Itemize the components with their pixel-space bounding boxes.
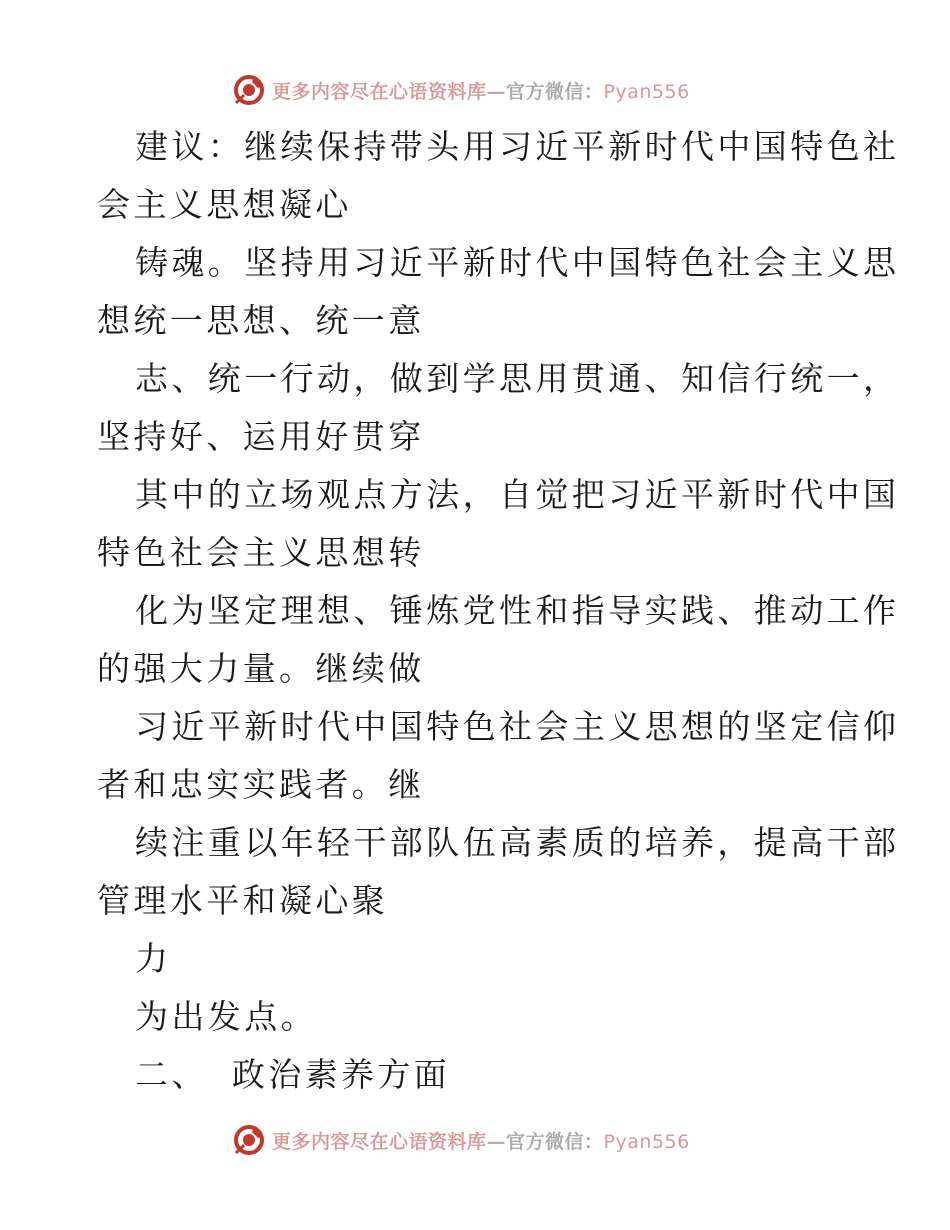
watermark-banner-bottom (232, 1122, 690, 1158)
paragraph-line: 志、统一行动，做到学思用贯通、知信行统一， (135, 359, 900, 398)
paragraph-line: 管理水平和凝心聚 (97, 881, 389, 920)
watermark-dash: — (486, 80, 507, 103)
paragraph-line: 会主义思想凝心 (97, 185, 352, 224)
paragraph-line: 特色社会主义思想转 (97, 533, 425, 572)
paragraph-line: 其中的立场观点方法，自觉把习近平新时代中国 (135, 475, 900, 514)
paragraph-line: 习近平新时代中国特色社会主义思想的坚定信仰 (135, 707, 900, 746)
section-title: 政治素养方面 (231, 1055, 451, 1094)
watermark-text (272, 1127, 690, 1154)
watermark-wechat-label: 官方微信： (506, 1130, 604, 1153)
watermark-text (272, 77, 690, 104)
paragraph-line: 力 (135, 939, 172, 978)
paragraph-line: 铸魂。坚持用习近平新时代中国特色社会主义思 (135, 243, 900, 282)
section-number: 二、 (135, 1055, 208, 1094)
paragraph-line: 者和忠实实践者。继 (97, 765, 425, 804)
watermark-dash: — (486, 1130, 507, 1153)
watermark-brand: 更多内容尽在心语资料库 (272, 80, 487, 103)
watermark-brand: 更多内容尽在心语资料库 (272, 1130, 487, 1153)
paragraph-line: 化为坚定理想、锤炼党性和指导实践、推动工作 (135, 591, 900, 630)
watermark-wechat-id: Pyan556 (603, 80, 690, 103)
watermark-banner-top (232, 72, 690, 108)
watermark-wechat-id: Pyan556 (603, 1130, 690, 1153)
paragraph-line: 的强大力量。继续做 (97, 649, 425, 688)
brand-logo-icon (232, 73, 266, 107)
paragraph-line: 为出发点。 (135, 997, 317, 1036)
section-heading (97, 1046, 857, 1104)
brand-logo-icon (232, 1123, 266, 1157)
paragraph-line: 建议：继续保持带头用习近平新时代中国特色社 (135, 127, 900, 166)
document-body (97, 118, 900, 1104)
paragraph-line: 想统一思想、统一意 (97, 301, 425, 340)
watermark-wechat-label: 官方微信： (506, 80, 604, 103)
paragraph-line: 续注重以年轻干部队伍高素质的培养，提高干部 (135, 823, 900, 862)
paragraph-line: 坚持好、运用好贯穿 (97, 417, 425, 456)
